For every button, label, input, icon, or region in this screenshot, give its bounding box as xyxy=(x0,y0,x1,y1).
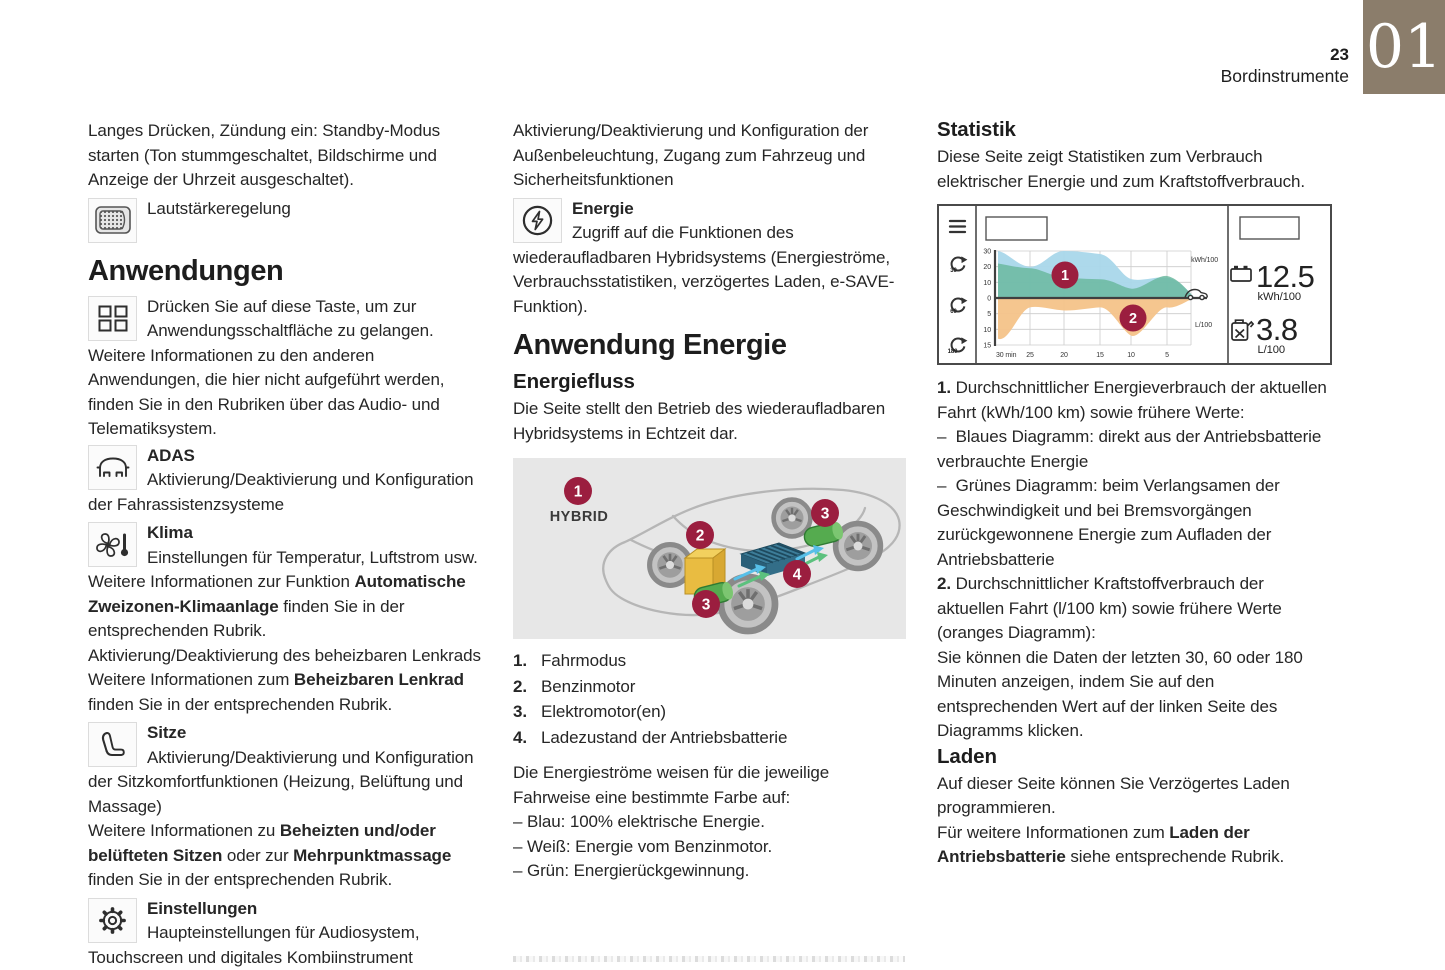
left-column xyxy=(88,119,487,970)
svg-text:4: 4 xyxy=(793,567,802,584)
unit-l-label: L/100 xyxy=(1195,322,1212,329)
legend-item: 1. Fahrmodus xyxy=(513,649,906,674)
heading-anwendungen: Anwendungen xyxy=(88,254,487,288)
middle-column xyxy=(513,119,906,884)
sitze-text: Aktivierung/Deaktivierung und Konfiguration der Sitzkomfortfunktionen (Heizung, Belüftung und Massage) xyxy=(88,748,473,816)
chapter-tab xyxy=(1363,0,1445,94)
chart-badge-1 xyxy=(1052,262,1079,289)
apps-text: Drücken Sie auf diese Taste, um zur Anwendungsschaltfläche zu gelangen. xyxy=(147,297,434,341)
svg-text:3: 3 xyxy=(821,506,830,523)
svg-text:10: 10 xyxy=(983,327,991,334)
interval-30-icon xyxy=(950,256,967,274)
unit-kwh-label: kWh/100 xyxy=(1191,257,1218,264)
apps-row xyxy=(88,295,487,344)
kwh-value: 12.5 xyxy=(1256,259,1314,294)
fan-thermometer-icon xyxy=(88,522,137,567)
klima-title: Klima xyxy=(88,521,487,546)
volume-label: Lautstärkeregelung xyxy=(147,199,291,218)
values-header-box xyxy=(1240,217,1299,239)
series-orange-area xyxy=(998,298,1195,339)
fuel-value: 3.8 xyxy=(1256,312,1298,347)
svg-text:60: 60 xyxy=(950,309,957,315)
svg-text:30 min: 30 min xyxy=(996,352,1017,359)
stat-item-1: 1. Durchschnittlicher Energieverbrauch der aktuellen Fahrt (kWh/100 km) sowie frühere Werte: xyxy=(937,376,1332,425)
adas-text: Aktivierung/Deaktivierung und Konfiguration der Fahrassistenzsysteme xyxy=(88,470,473,514)
lenkrad-more: Weitere Informationen zum Beheizbaren Lenkrad finden Sie in der entsprechenden Rubrik. xyxy=(88,668,487,717)
svg-text:15: 15 xyxy=(1096,352,1104,359)
adas-car-icon xyxy=(88,445,137,490)
chart-header-box xyxy=(986,217,1047,240)
energie-text: Zugriff auf die Funktionen des wiederaufladbaren Hybridsystems (Energieströme, Verbrauchsstatistiken, verzögertes Laden, e-SAVE-Funktion). xyxy=(513,223,894,316)
adas-title: ADAS xyxy=(88,444,487,469)
energiefluss-desc: Die Seite stellt den Betrieb des wiederaufladbaren Hybridsystems in Echtzeit dar. xyxy=(513,397,906,446)
legend-item: 2. Benzinmotor xyxy=(513,675,906,700)
subheading-energiefluss: Energiefluss xyxy=(513,369,906,394)
klima-row xyxy=(88,521,487,570)
settings-text: Haupteinstellungen für Audiosystem, Touchscreen und digitales Kombiinstrument xyxy=(88,923,419,967)
svg-text:2: 2 xyxy=(1129,311,1137,327)
flow-color-blue: – Blau: 100% elektrische Energie. xyxy=(513,810,906,835)
badge-1 xyxy=(564,477,592,505)
apps-more: Weitere Informationen zu den anderen Anwendungen, die hier nicht aufgeführt werden, finden Sie in den Rubriken über das Audio- und Telematiksystem. xyxy=(88,344,487,442)
scan-edge-artifact xyxy=(513,956,905,962)
heading-statistik: Statistik xyxy=(937,117,1332,142)
statistics-screen-figure xyxy=(937,204,1332,365)
stat-item-2: 2. Durchschnittlicher Kraftstoffverbrauch der aktuellen Fahrt (l/100 km) sowie frühere Werte (oranges Diagramm): xyxy=(937,572,1332,646)
svg-text:3: 3 xyxy=(702,597,711,614)
svg-text:1: 1 xyxy=(574,484,583,501)
settings-row xyxy=(88,897,487,970)
chapter-number: 01 xyxy=(1366,12,1442,82)
badge-3-rear xyxy=(811,499,839,527)
gear-icon xyxy=(88,898,137,943)
klima-more: Weitere Informationen zur Funktion Automatische Zweizonen-Klimaanlage finden Sie in der entsprechenden Rubrik. xyxy=(88,570,487,644)
apps-icon xyxy=(88,296,137,341)
page-number: 23 xyxy=(1330,45,1349,65)
klima-text: Einstellungen für Temperatur, Luftstrom usw. xyxy=(147,548,478,567)
flows-intro: Die Energieströme weisen für die jeweilige Fahrweise eine bestimmte Farbe auf: xyxy=(513,761,906,810)
interval-180-icon xyxy=(948,337,968,355)
hybrid-label: HYBRID xyxy=(550,509,609,525)
svg-text:0: 0 xyxy=(987,296,991,303)
energie-row xyxy=(513,197,906,320)
svg-text:20: 20 xyxy=(983,264,991,271)
right-column xyxy=(937,117,1332,870)
laden-p2: Für weitere Informationen zum Laden der Antriebsbatterie siehe entsprechende Rubrik. xyxy=(937,821,1332,870)
flow-color-white: – Weiß: Energie vom Benzinmotor. xyxy=(513,835,906,860)
interval-60-icon xyxy=(950,297,967,315)
section-title: Bordinstrumente xyxy=(1221,66,1349,87)
fuel-can-icon xyxy=(1232,320,1253,340)
energy-flow-figure xyxy=(513,458,906,639)
svg-text:5: 5 xyxy=(1165,352,1169,359)
badge-2 xyxy=(686,521,714,549)
svg-text:30: 30 xyxy=(983,249,991,256)
volume-row xyxy=(88,197,487,245)
battery-icon xyxy=(1231,266,1251,281)
flow-color-green: – Grün: Energierückgewinnung. xyxy=(513,859,906,884)
sitze-title: Sitze xyxy=(88,721,487,746)
badge-3-front xyxy=(692,590,720,618)
svg-text:10: 10 xyxy=(983,280,991,287)
sitze-more: Weitere Informationen zu Beheizten und/oder belüfteten Sitzen oder zur Mehrpunktmassage finden Sie in der entsprechenden Rubrik. xyxy=(88,819,487,893)
legend-item: 3. Elektromotor(en) xyxy=(513,700,906,725)
kwh-unit: kWh/100 xyxy=(1258,291,1301,303)
lenkrad-text: Aktivierung/Deaktivierung des beheizbaren Lenkrads xyxy=(88,644,487,669)
svg-text:20: 20 xyxy=(1060,352,1068,359)
legend-item: 4. Ladezustand der Antriebsbatterie xyxy=(513,726,906,751)
svg-text:5: 5 xyxy=(987,311,991,318)
fuel-unit: L/100 xyxy=(1258,344,1286,356)
adas-row xyxy=(88,444,487,518)
statistik-intro: Diese Seite zeigt Statistiken zum Verbrauch elektrischer Energie und zum Kraftstoffverbrauch. xyxy=(937,145,1332,194)
settings-title: Einstellungen xyxy=(88,897,487,922)
wheel-rear-left xyxy=(650,545,691,586)
heading-anwendung-energie: Anwendung Energie xyxy=(513,328,906,362)
lighting-paragraph: Aktivierung/Deaktivierung und Konfiguration der Außenbeleuchtung, Zugang zum Fahrzeug und Sicherheitsfunktionen xyxy=(513,119,906,193)
svg-text:180: 180 xyxy=(948,349,958,355)
standby-paragraph: Langes Drücken, Zündung ein: Standby-Modus starten (Ton stummgeschaltet, Bildschirme und Anzeige der Uhrzeit ausgeschaltet). xyxy=(88,119,487,193)
stat-item-2-more: Sie können die Daten der letzten 30, 60 oder 180 Minuten anzeigen, indem Sie auf den entsprechenden Wert auf der linken Seite des Diagramms klicken. xyxy=(937,646,1332,744)
svg-text:1: 1 xyxy=(1061,268,1069,284)
badge-4 xyxy=(783,560,811,588)
svg-text:2: 2 xyxy=(696,528,705,545)
menu-icon xyxy=(950,221,965,232)
stat-item-1-green: – Grünes Diagramm: beim Verlangsamen der Geschwindigkeit und bei Bremsvorgängen zurückgewonnene Energie zum Aufladen der Antriebsbatterie xyxy=(937,474,1332,572)
stat-item-1-blue: – Blaues Diagramm: direkt aus der Antriebsbatterie verbrauchte Energie xyxy=(937,425,1332,474)
volume-roller-icon xyxy=(88,198,137,243)
wheel-rear-right xyxy=(774,500,811,537)
heading-laden: Laden xyxy=(937,744,1332,769)
svg-text:15: 15 xyxy=(983,343,991,350)
sitze-row xyxy=(88,721,487,819)
seat-icon xyxy=(88,722,137,767)
svg-text:30: 30 xyxy=(950,268,957,274)
laden-p1: Auf dieser Seite können Sie Verzögertes Laden programmieren. xyxy=(937,772,1332,821)
figure-legend xyxy=(513,649,906,750)
energie-title: Energie xyxy=(513,197,906,222)
svg-text:10: 10 xyxy=(1127,352,1135,359)
chart-badge-2 xyxy=(1120,305,1147,332)
energy-bolt-icon xyxy=(513,198,562,243)
svg-text:25: 25 xyxy=(1026,352,1034,359)
